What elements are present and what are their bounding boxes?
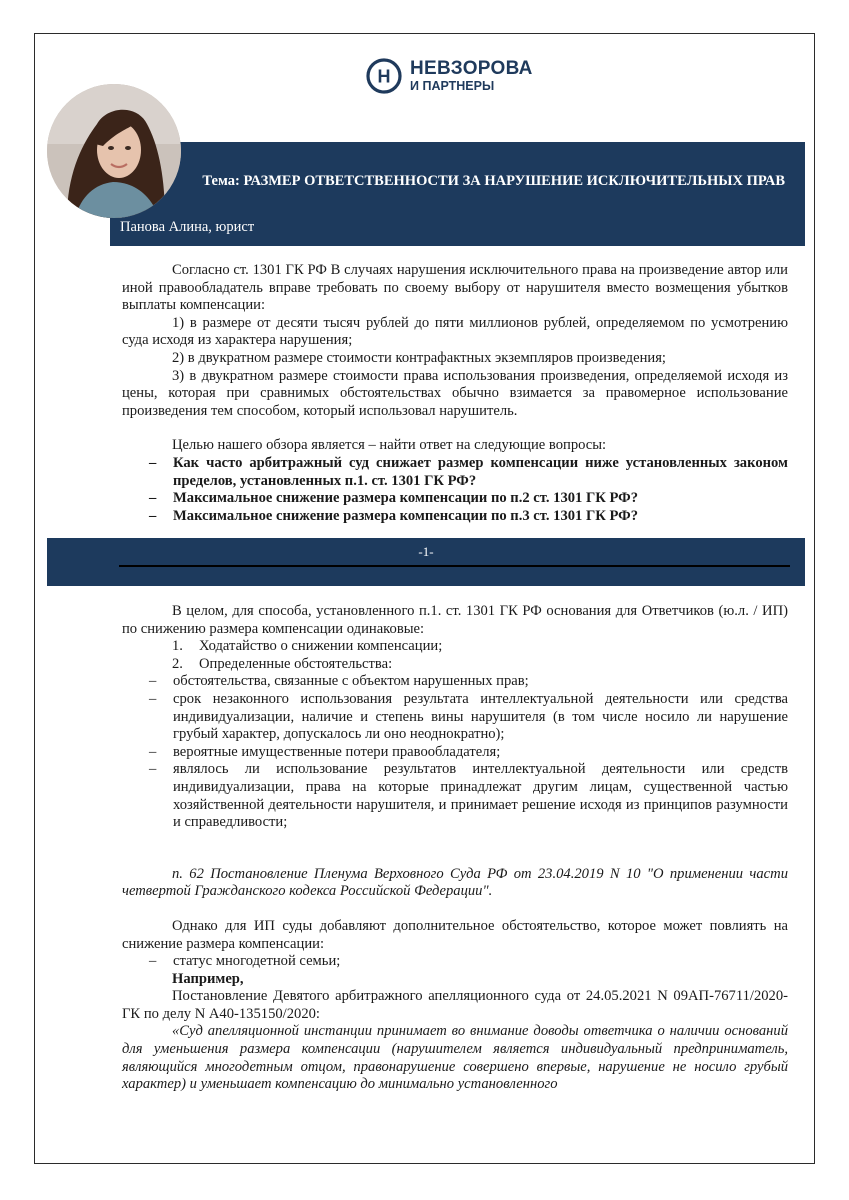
question-text: Максимальное снижение размера компенсации по п.3 ст. 1301 ГК РФ? [173, 507, 639, 524]
question-item [122, 508, 788, 526]
grounds-intro: В целом, для способа, установленного п.1. ст. 1301 ГК РФ основания для Ответчиков (ю.л. / ИП) по снижению размера компенсации одинаковые: [122, 603, 788, 637]
item-text: Ходатайство о снижении компенсации; [199, 638, 443, 655]
circumstance-text: являлось ли использование результатов интеллектуальной деятельности или средств индивидуализации, права на которые принадлежат другим лицам, существенной частью хозяйственной деятельности нарушителя, и принимает решение исходя из принципов разумности и справедливости; [173, 761, 788, 831]
section-grounds [122, 603, 788, 1094]
example-label: Например, [172, 970, 244, 987]
dash-marker: – [149, 953, 157, 970]
numbered-item [122, 656, 788, 674]
dash-marker: – [149, 743, 157, 760]
page-divider-band [47, 538, 805, 586]
question-text: Максимальное снижение размера компенсации по п.2 ст. 1301 ГК РФ? [173, 490, 639, 507]
extra-circumstance-item [122, 953, 788, 971]
circumstance-text: срок незаконного использования результата интеллектуальной деятельности или средства индивидуализации, наличие и степень вины нарушителя (в том числе носило ли нарушение грубый характер, допускалось ли оно неоднократно); [173, 690, 788, 743]
circumstance-item [122, 744, 788, 762]
option-2: 2) в двукратном размере стоимости контрафактных экземпляров произведения; [172, 349, 666, 366]
court-quote: «Суд апелляционной инстанции принимает во внимание доводы ответчика о наличии оснований для уменьшения размера компенсации (нарушителем является индивидуальный предприниматель, являющийся многодетным отцом, правонарушение совершено впервые, нарушение не носило грубый характер) и уменьшает компенсацию до минимально установленного [122, 1023, 788, 1093]
circumstance-item [122, 761, 788, 831]
company-logo [366, 55, 533, 97]
section-intro [122, 262, 788, 525]
option-3: 3) в двукратном размере стоимости права использования произведения, определяемой исходя из цены, которая при сравнимых обстоятельствах обычно взимается за правомерное использование произведения тем способом, который использовал нарушитель. [122, 367, 788, 419]
item-number: 1. [172, 638, 183, 655]
dash-marker: – [149, 690, 157, 707]
logo-letter: Н [377, 66, 391, 87]
circumstance-item [122, 673, 788, 691]
author-name: Панова Алина, юрист [120, 219, 255, 235]
circumstance-text: обстоятельства, связанные с объектом нарушенных прав; [173, 673, 529, 690]
logo-main-text: НЕВЗОРОВА [410, 58, 533, 80]
dash-marker: – [149, 673, 157, 690]
circumstance-item [122, 691, 788, 744]
dash-marker: – [149, 507, 157, 524]
numbered-item [122, 638, 788, 656]
header-band [110, 142, 805, 246]
item-number: 2. [172, 655, 183, 672]
logo-circle-icon [366, 58, 402, 94]
topic-title: Тема: РАЗМЕР ОТВЕТСТВЕННОСТИ ЗА НАРУШЕНИЕ ИСКЛЮЧИТЕЛЬНЫХ ПРАВ [202, 173, 785, 189]
item-text: Определенные обстоятельства: [199, 655, 393, 672]
goal-paragraph: Целью нашего обзора является – найти ответ на следующие вопросы: [172, 437, 607, 454]
question-item [122, 455, 788, 490]
question-item [122, 490, 788, 508]
circumstance-text: вероятные имущественные потери правообладателя; [173, 743, 501, 760]
portrait-image [47, 84, 181, 218]
additional-circumstance-paragraph: Однако для ИП суды добавляют дополнительное обстоятельство, которое может повлиять на снижение размера компенсации: [122, 917, 788, 952]
option-1: 1) в размере от десяти тысяч рублей до пяти миллионов рублей, определяемом по усмотрению суда исходя из характера нарушения; [122, 314, 788, 349]
dash-marker: – [149, 490, 157, 507]
divider-rule [119, 565, 790, 567]
dash-marker: – [149, 454, 157, 471]
intro-paragraph: Согласно ст. 1301 ГК РФ В случаях нарушения исключительного права на произведение автор или иной правообладатель вправе требовать по своему выбору от нарушителя вместо возмещения убытков выплаты компенсации: [122, 262, 788, 314]
question-text: Как часто арбитражный суд снижает размер компенсации ниже установленных законом пределов, установленных п.1. ст. 1301 ГК РФ? [173, 454, 788, 489]
court-ruling: Постановление Девятого арбитражного апелляционного суда от 24.05.2021 N 09АП-76711/2020-ГК по делу N А40-135150/2020: [122, 988, 788, 1022]
author-photo [47, 84, 181, 218]
extra-circumstance-text: статус многодетной семьи; [173, 953, 341, 970]
logo-sub-text: И ПАРТНЕРЫ [410, 79, 495, 94]
dash-marker: – [149, 761, 157, 778]
page-number: -1- [418, 544, 434, 559]
legal-citation: п. 62 Постановление Пленума Верховного Суда РФ от 23.04.2019 N 10 "О применении части четвертой Гражданского кодекса Российской Федерации". [122, 865, 788, 900]
